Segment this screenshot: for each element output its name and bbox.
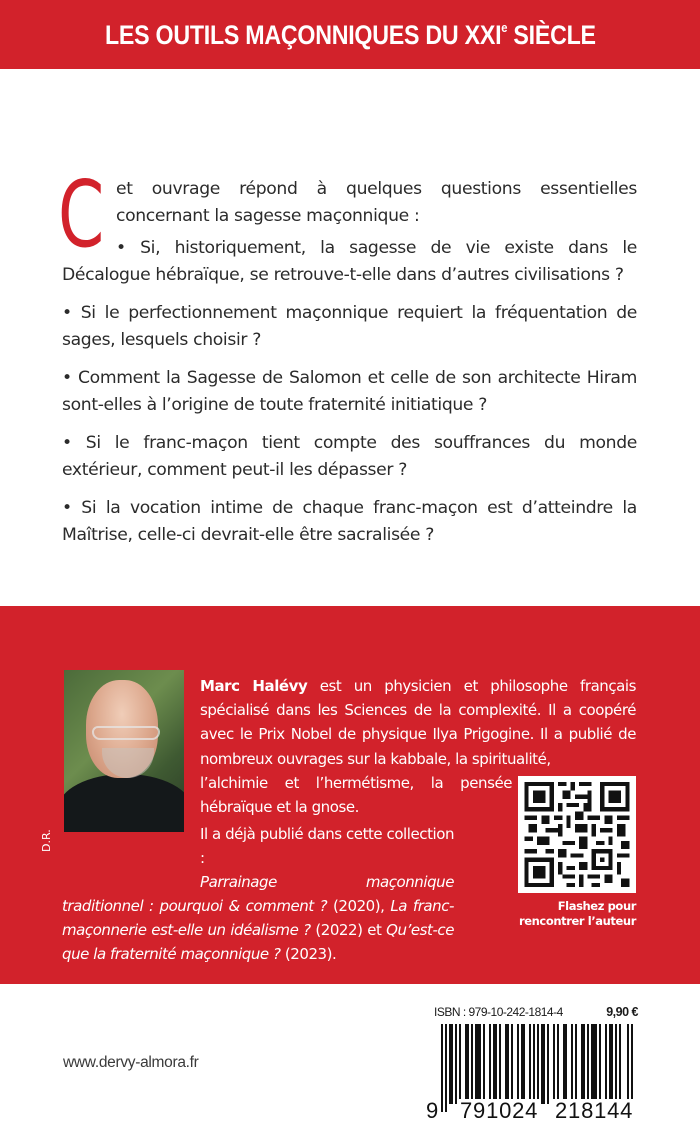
- previous-works: [62, 822, 454, 966]
- qr-caption-line: Flashez pour: [557, 899, 636, 913]
- blurb-question: • Si la vocation intime de chaque franc-maçon est d’atteindre la Maîtrise, celle-ci devrait-elle être sacralisée ?: [62, 498, 637, 545]
- blurb-intro: et ouvrage répond à quelques questions essentielles concernant la sagesse maçonnique :: [116, 179, 637, 226]
- blurb-question: • Si, historiquement, la sagesse de vie existe dans le Décalogue hébraïque, se retrouve-t-elle dans d’autres civilisations ?: [62, 238, 637, 285]
- back-cover-blurb: [58, 161, 637, 560]
- qr-caption-line: rencontrer l’auteur: [518, 914, 636, 928]
- series-title-end: SIÈCLE: [506, 20, 596, 50]
- series-header: [0, 0, 700, 69]
- qr-code[interactable]: [518, 776, 636, 893]
- previous-works-list: [62, 870, 454, 966]
- book-year: (2022) et: [310, 921, 387, 939]
- photo-credit-container: [40, 822, 54, 852]
- book-title: La franc-maçonnerie est-elle un idéalisme ?: [62, 897, 454, 939]
- author-bio-line: l’alchimie et l’hermétisme, la pensée: [200, 773, 512, 792]
- author-bio-paragraph: [200, 674, 636, 771]
- author-photo: [64, 670, 184, 832]
- isbn: ISBN : 979-10-242-1814-4: [434, 1005, 563, 1019]
- series-title: [105, 20, 596, 51]
- series-title-main: LES OUTILS MAÇONNIQUES DU XXI: [104, 20, 501, 50]
- barcode-digits: [426, 1099, 638, 1125]
- dropcap-letter: C: [58, 161, 105, 268]
- qr-caption: [500, 899, 636, 929]
- publisher-website-link[interactable]: www.dervy-almora.fr: [63, 1054, 199, 1071]
- barcode-digits-right: 218144: [555, 1098, 634, 1123]
- barcode-digit-prefix: 9: [426, 1098, 439, 1123]
- blurb-question: • Comment la Sagesse de Salomon et celle de son architecte Hiram sont-elles à l’origine de toute fraternité initiatique ?: [62, 368, 637, 415]
- isbn-price-line: [434, 1005, 638, 1019]
- book-title: Qu’est-ce que la fraternité maçonnique ?: [62, 921, 455, 963]
- qr-code-icon: [524, 782, 630, 887]
- author-bio-text: est un physicien et philosophe français spécialisé dans les Sciences de la complexité. Il a coopéré avec le Prix Nobel de physique Ilya Prigogine. Il a publié de nombreux ouvrages sur la kabbale, la spiritualité,: [200, 677, 636, 768]
- author-name: Marc Halévy: [200, 677, 308, 695]
- series-title-superscript: e: [500, 20, 507, 35]
- photo-credit: D.R.: [40, 829, 53, 852]
- previous-works-intro: Il a déjà publié dans cette collection :: [200, 825, 454, 867]
- blurb-question: • Si le perfectionnement maçonnique requiert la fréquentation de sages, lesquels choisir ?: [62, 303, 637, 350]
- book-title: Parrainage maçonnique traditionnel : pourquoi & comment ?: [62, 873, 454, 915]
- blurb-question: • Si le franc-maçon tient compte des souffrances du monde extérieur, comment peut-il les dépasser ?: [62, 433, 637, 480]
- barcode-digits-left: 791024: [460, 1098, 539, 1123]
- price: 9,90 €: [606, 1005, 638, 1019]
- book-year: (2023).: [280, 945, 337, 963]
- photo-glasses: [92, 726, 160, 740]
- book-year: (2020),: [327, 897, 391, 915]
- author-bio-line: hébraïque et la gnose.: [200, 798, 359, 817]
